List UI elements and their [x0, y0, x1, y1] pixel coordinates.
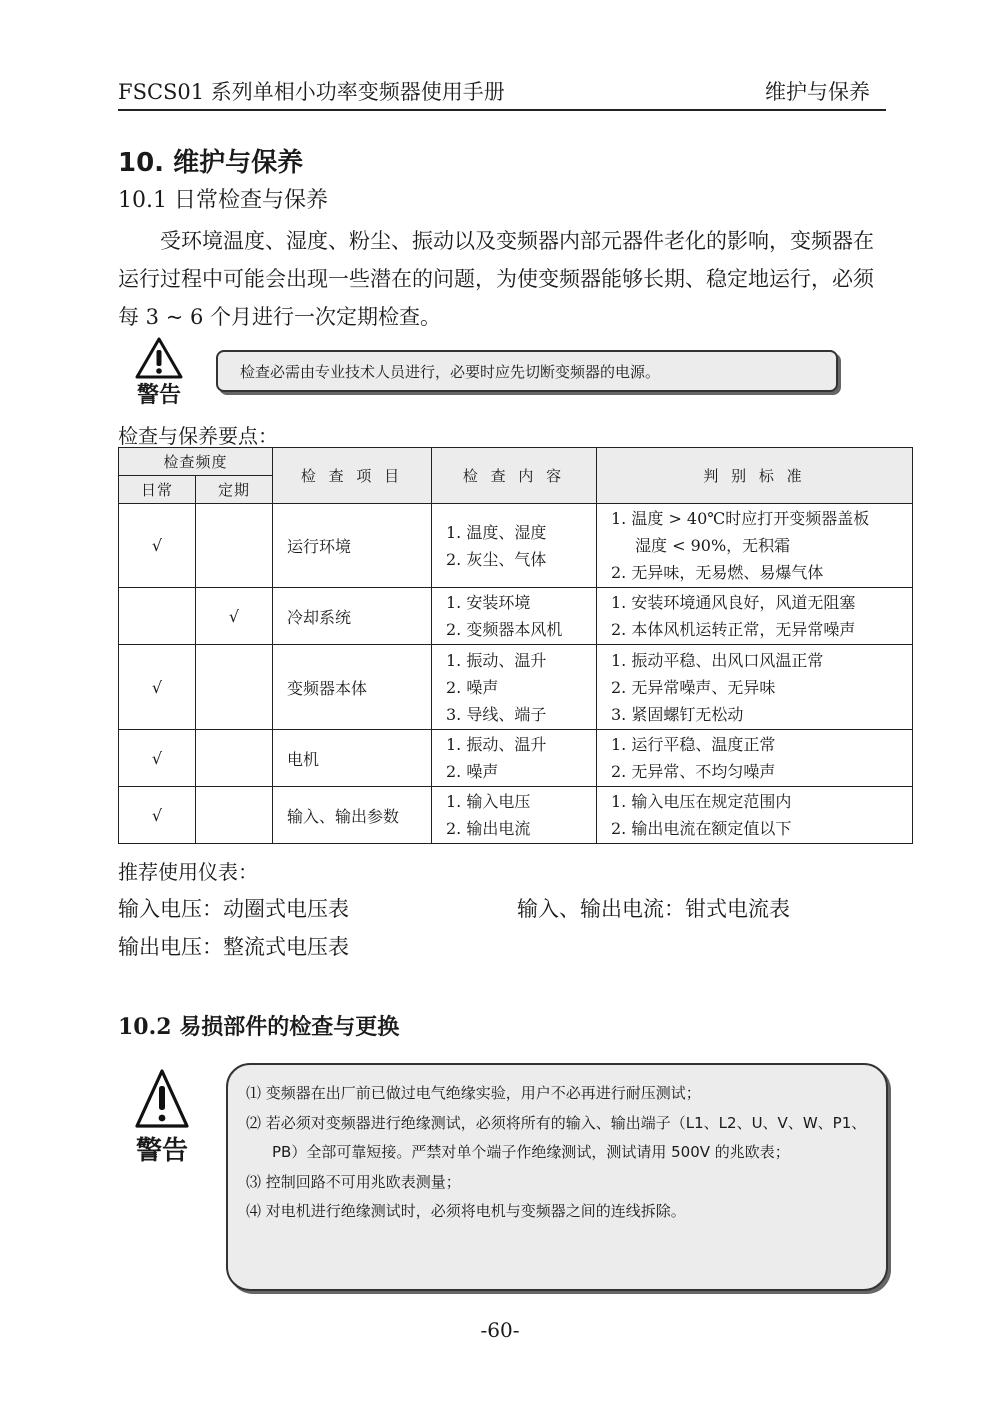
- criteria-line: 3. 紧固螺钉无松动: [611, 704, 744, 724]
- content-line: 2. 噪声: [446, 762, 499, 781]
- warning-block-2: [134, 1068, 190, 1167]
- warning-triangle-icon: [134, 336, 184, 380]
- warning-box-2: [226, 1063, 888, 1291]
- cell-item: 电机: [273, 730, 432, 787]
- content-line: 3. 导线、端子: [446, 704, 547, 724]
- warning-item: ⑶ 控制回路不可用兆欧表测量；: [246, 1172, 461, 1191]
- cell-item: 冷却系统: [273, 588, 432, 645]
- cell-content: [432, 588, 597, 645]
- subsection-title-1: 10.1 日常检查与保养: [118, 188, 328, 213]
- criteria-line: 2. 无异常、不均匀噪声: [611, 762, 776, 781]
- table-row: [119, 588, 913, 645]
- cell-content: [432, 504, 597, 588]
- section-title: 10. 维护与保养: [118, 148, 304, 178]
- warning-label: 警告: [136, 383, 181, 408]
- cell-item: 运行环境: [273, 504, 432, 588]
- criteria-line: 2. 无异常噪声、无异味: [611, 677, 776, 697]
- table-row: [119, 730, 913, 787]
- cell-criteria: [597, 730, 913, 787]
- cell-periodic: [196, 645, 273, 730]
- col-item: 检 查 项 目: [273, 448, 432, 504]
- cell-criteria: [597, 787, 913, 844]
- col-content: 检 查 内 容: [432, 448, 597, 504]
- warning-box-1: [216, 350, 838, 392]
- criteria-line: 湿度 < 90%，无积霜: [635, 536, 791, 555]
- criteria-line: 1. 振动平稳、出风口风温正常: [611, 650, 824, 670]
- warning-triangle-icon: [134, 1068, 190, 1130]
- content-line: 1. 安装环境: [446, 593, 531, 612]
- cell-periodic: √: [196, 588, 273, 645]
- cell-criteria: [597, 588, 913, 645]
- content-line: 1. 输入电压: [446, 792, 531, 811]
- inspection-table: [118, 447, 913, 844]
- warning-block-1: [134, 336, 184, 409]
- cell-daily: [119, 588, 196, 645]
- input-voltage-meter: 输入电压：动圈式电压表: [118, 897, 349, 921]
- io-current-meter: 输入、输出电流：钳式电流表: [517, 897, 790, 921]
- cell-content: [432, 787, 597, 844]
- criteria-line: 2. 输出电流在额定值以下: [611, 819, 792, 838]
- page-number: -60-: [480, 1318, 520, 1342]
- criteria-line: 2. 无异味，无易燃、易爆气体: [611, 563, 824, 582]
- intro-paragraph: 受环境温度、湿度、粉尘、振动以及变频器内部元器件老化的影响，变频器在运行过程中可能会出现一些潜在的问题，为使变频器能够长期、稳定地运行，必须每 3 ~ 6 个月进行一次定期检查。: [118, 229, 874, 329]
- col-criteria: 判 别 标 准: [597, 448, 913, 504]
- cell-periodic: [196, 787, 273, 844]
- warning-item: ⑵ 若必须对变频器进行绝缘测试，必须将所有的输入、输出端子（L1、L2、U、V、W、P1、PB）全部可靠短接。严禁对单个端子作绝缘测试，测试请用 500V 的兆欧表；: [246, 1113, 867, 1161]
- cell-daily: √: [119, 730, 196, 787]
- table-row: [119, 787, 913, 844]
- header-divider: [118, 109, 886, 111]
- content-line: 2. 变频器本风机: [446, 620, 563, 639]
- checklist-heading: 检查与保养要点：: [118, 424, 278, 448]
- criteria-line: 1. 安装环境通风良好，风道无阻塞: [611, 593, 856, 612]
- cell-content: [432, 730, 597, 787]
- output-voltage-meter: 输出电压：整流式电压表: [118, 935, 349, 959]
- criteria-line: 2. 本体风机运转正常，无异常噪声: [611, 620, 856, 639]
- cell-daily: √: [119, 787, 196, 844]
- instruments-heading: 推荐使用仪表：: [118, 860, 258, 884]
- cell-daily: √: [119, 645, 196, 730]
- col-periodic: 定期: [196, 476, 273, 504]
- table-row: [119, 504, 913, 588]
- content-line: 1. 振动、温升: [446, 735, 547, 754]
- cell-daily: √: [119, 504, 196, 588]
- warning-item: ⑴ 变频器在出厂前已做过电气绝缘实验，用户不必再进行耐压测试；: [246, 1084, 701, 1102]
- content-line: 2. 噪声: [446, 677, 499, 697]
- criteria-line: 1. 温度 > 40℃时应打开变频器盖板: [611, 509, 870, 528]
- cell-content: [432, 645, 597, 730]
- cell-criteria: [597, 645, 913, 730]
- cell-item: 输入、输出参数: [273, 787, 432, 844]
- content-line: 2. 灰尘、气体: [446, 549, 547, 569]
- warning-text: 检查必需由专业技术人员进行，必要时应先切断变频器的电源。: [240, 362, 661, 381]
- col-daily: 日常: [119, 476, 196, 504]
- col-freq: 检查频度: [119, 448, 273, 476]
- header-section: 维护与保养: [765, 80, 870, 104]
- cell-periodic: [196, 730, 273, 787]
- cell-criteria: [597, 504, 913, 588]
- content-line: 1. 振动、温升: [446, 650, 547, 670]
- cell-item: 变频器本体: [273, 645, 432, 730]
- criteria-line: 1. 输入电压在规定范围内: [611, 792, 792, 811]
- table-row: [119, 645, 913, 730]
- warning-label: 警告: [135, 1136, 188, 1166]
- criteria-line: 1. 运行平稳、温度正常: [611, 735, 776, 754]
- content-line: 2. 输出电流: [446, 819, 531, 838]
- cell-periodic: [196, 504, 273, 588]
- header-title: FSCS01 系列单相小功率变频器使用手册: [118, 80, 505, 104]
- content-line: 1. 温度、湿度: [446, 522, 547, 542]
- warning-item: ⑷ 对电机进行绝缘测试时，必须将电机与变频器之间的连线拆除。: [246, 1202, 686, 1220]
- subsection-title-2: 10.2 易损部件的检查与更换: [118, 1014, 400, 1040]
